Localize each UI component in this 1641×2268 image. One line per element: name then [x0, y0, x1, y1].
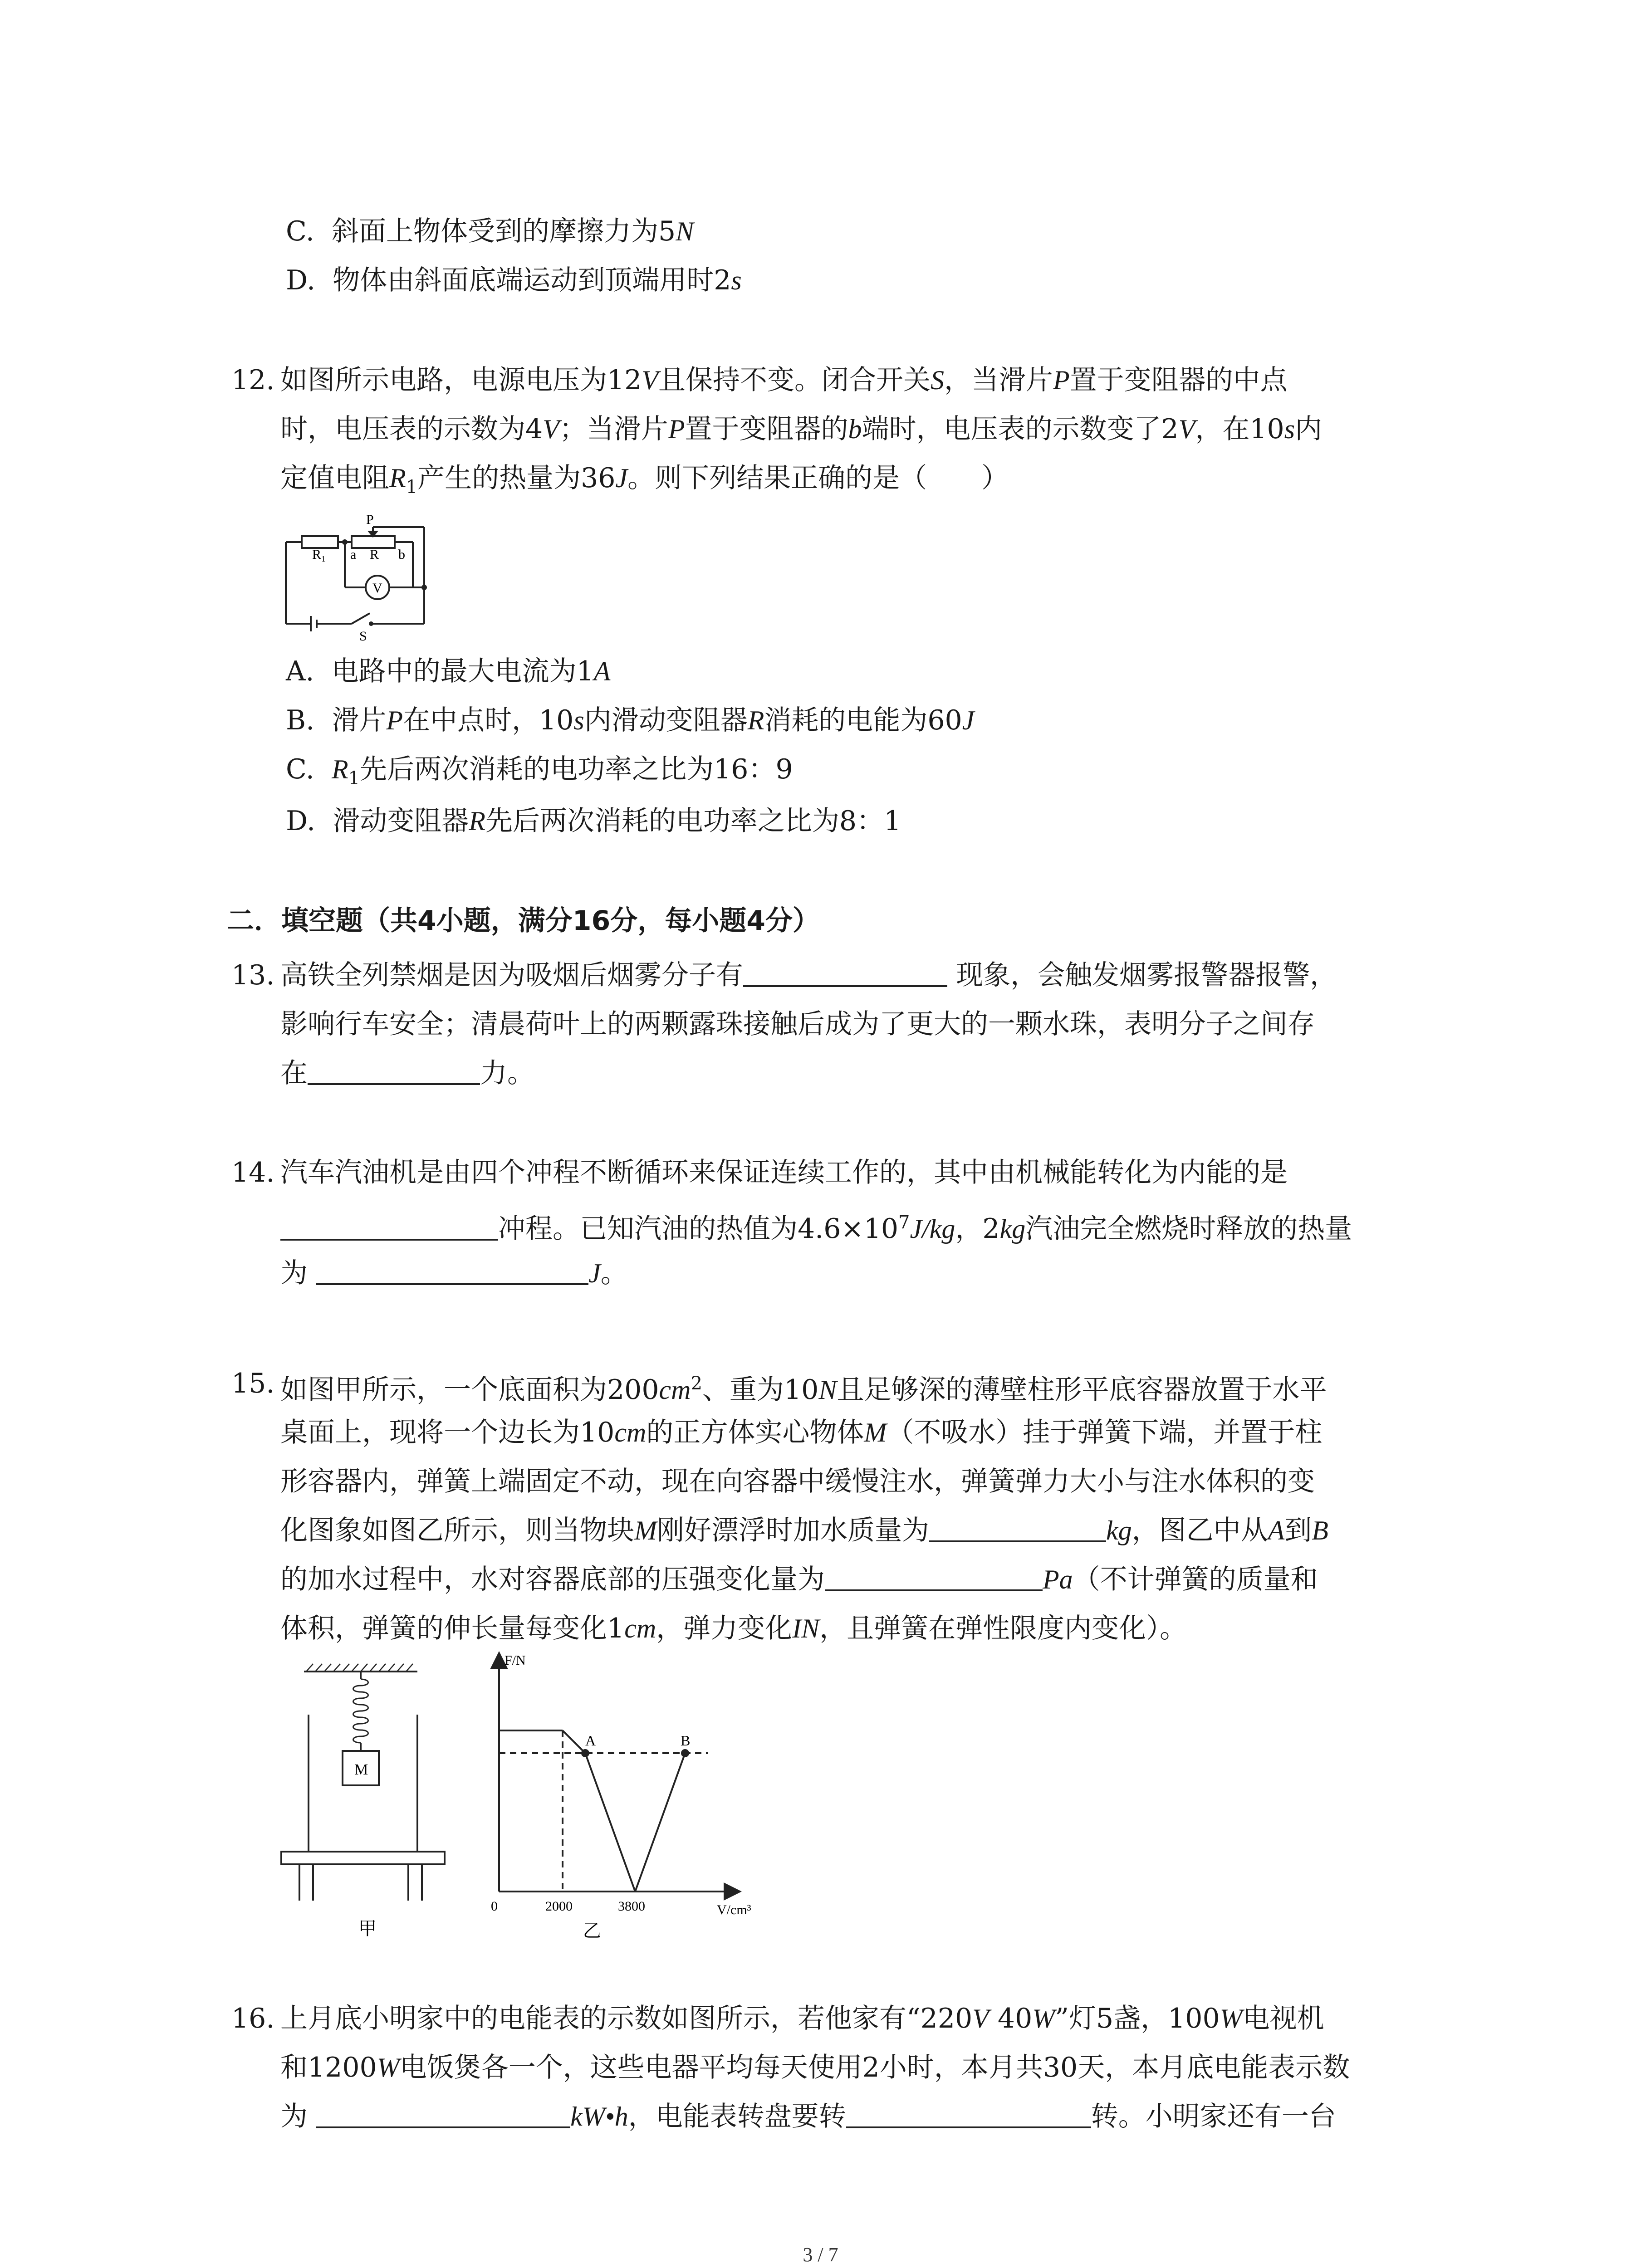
q12-option-d: D. 滑动变阻器R先后两次消耗的电功率之比为8：1: [286, 805, 901, 837]
q14-line2: 冲程。已知汽油的热值为$4.6\times 10^7J/kg$，2kg汽油完全燃烧时释放的热量: [280, 1204, 1352, 1247]
point-a-label: A: [585, 1732, 596, 1749]
r1-resistor: [302, 536, 338, 548]
caption-yi: 乙: [583, 1921, 601, 1941]
q16-line1: 上月底小明家中的电能表的示数如图所示，若他家有“220V 40W”灯5盏，100W电视机: [280, 2003, 1324, 2034]
caption-jia: 甲: [358, 1918, 377, 1939]
q14-line1: 汽车汽油机是由四个冲程不断循环来保证连续工作的，其中由机械能转化为内能的是: [280, 1157, 1288, 1188]
q15-line1: 如图甲所示，一个底面积为$200cm^2$、重为10N且足够深的薄壁柱形平底容器放置于水平: [280, 1373, 1327, 1406]
voltmeter-label: V: [372, 581, 382, 596]
q13-blank-1[interactable]: [743, 958, 947, 987]
q14-blank-2[interactable]: [316, 1256, 588, 1285]
q13-line3: 在 力。: [280, 1055, 534, 1091]
switch-label: S: [359, 629, 367, 644]
block-label: M: [354, 1761, 368, 1778]
slider-resistor: [352, 536, 395, 548]
q12-option-a: A. 电路中的最大电流为1A: [286, 655, 611, 687]
q12-line3: 定值电阻$R_1$产生的热量为36J。则下列结果正确的是（ ）: [280, 462, 1009, 498]
q15-blank-2[interactable]: [825, 1562, 1043, 1591]
q15-number: 15.: [231, 1368, 275, 1399]
q12-line2: 时，电压表的示数为4V；当滑片P置于变阻器的b端时，电压表的示数变了2V，在10s内: [280, 413, 1323, 445]
q16-line2: 和1200W电饭煲各一个，这些电器平均每天使用2小时，本月共30天，本月底电能表示数: [280, 2052, 1350, 2083]
q13-line2: 影响行车安全；清晨荷叶上的两颗露珠接触后成为了更大的一颗水珠，表明分子之间存: [280, 1008, 1315, 1040]
q16-number: 16.: [231, 2003, 275, 2034]
q15-line2: 桌面上，现将一个边长为10cm的正方体实心物体M（不吸水）挂于弹簧下端，并置于柱: [280, 1417, 1323, 1448]
circuit-diagram: [272, 508, 490, 644]
q12-option-c: C. $R_1$先后两次消耗的电功率之比为16：9: [286, 753, 793, 789]
q15-line6: 体积，弹簧的伸长量每变化1cm，弹力变化IN，且弹簧在弹性限度内变化）。: [280, 1613, 1187, 1644]
q16-line3: 为 kW•h，电能表转盘要转 转。小明家还有一台: [280, 2098, 1336, 2135]
r1-label: R₁: [312, 547, 326, 562]
q11-option-d: D. 物体由斜面底端运动到顶端用时2s: [286, 264, 742, 296]
q15-line4: 化图象如图乙所示，则当物块M刚好漂浮时加水质量为 kg，图乙中从A到B: [280, 1512, 1328, 1549]
table-top: [281, 1852, 445, 1864]
p-label: P: [366, 512, 374, 527]
spring: [353, 1679, 368, 1743]
q15-line3: 形容器内，弹簧上端固定不动，现在向容器中缓慢注水，弹簧弹力大小与注水体积的变: [280, 1466, 1315, 1497]
q14-line3: 为 J。: [280, 1255, 628, 1291]
q15-line5: 的加水过程中，水对容器底部的压强变化量为 Pa（不计弹簧的质量和: [280, 1561, 1318, 1598]
q12-line1: 如图所示电路，电源电压为12V且保持不变。闭合开关S，当滑片P置于变阻器的中点: [280, 364, 1288, 396]
r-label: R: [370, 547, 379, 562]
figure-jia: [272, 1651, 454, 1941]
tick-3800: 3800: [618, 1899, 645, 1914]
section-title: 二．填空题（共4小题，满分16分，每小题4分）: [227, 905, 820, 937]
q14-number: 14.: [231, 1157, 275, 1188]
switch-blade: [352, 613, 370, 624]
q11-option-c: C. 斜面上物体受到的摩擦力为5N: [286, 215, 694, 247]
page-number: 3 / 7: [803, 2244, 838, 2266]
q12-option-b: B. 滑片P在中点时，10s内滑动变阻器R消耗的电能为60J: [286, 704, 975, 736]
force-decreasing-segment: [585, 1753, 635, 1892]
q13-blank-2[interactable]: [308, 1056, 480, 1085]
q16-blank-1[interactable]: [316, 2099, 570, 2128]
q13-number: 13.: [231, 959, 275, 991]
force-bend-segment: [563, 1730, 585, 1753]
point-a: [581, 1749, 589, 1757]
point-b: [681, 1749, 689, 1757]
figure-yi-graph: [485, 1651, 785, 1941]
point-b-label: B: [681, 1732, 691, 1749]
q13-line1: 高铁全列禁烟是因为吸烟后烟雾分子有 现象，会触发烟雾报警器报警，: [280, 957, 1337, 993]
q15-blank-1[interactable]: [929, 1513, 1106, 1542]
x-axis-label: V/cm³: [717, 1902, 751, 1917]
force-increasing-segment: [635, 1753, 685, 1892]
y-axis-label: F/N: [505, 1653, 526, 1668]
ceiling-hatch: [306, 1664, 413, 1672]
tick-2000: 2000: [545, 1899, 573, 1914]
a-label: a: [350, 547, 357, 562]
q14-blank-1[interactable]: [280, 1212, 498, 1241]
q16-blank-2[interactable]: [846, 2099, 1091, 2128]
b-label: b: [398, 547, 405, 562]
q12-number: 12.: [231, 364, 275, 396]
origin-label: 0: [491, 1899, 498, 1914]
